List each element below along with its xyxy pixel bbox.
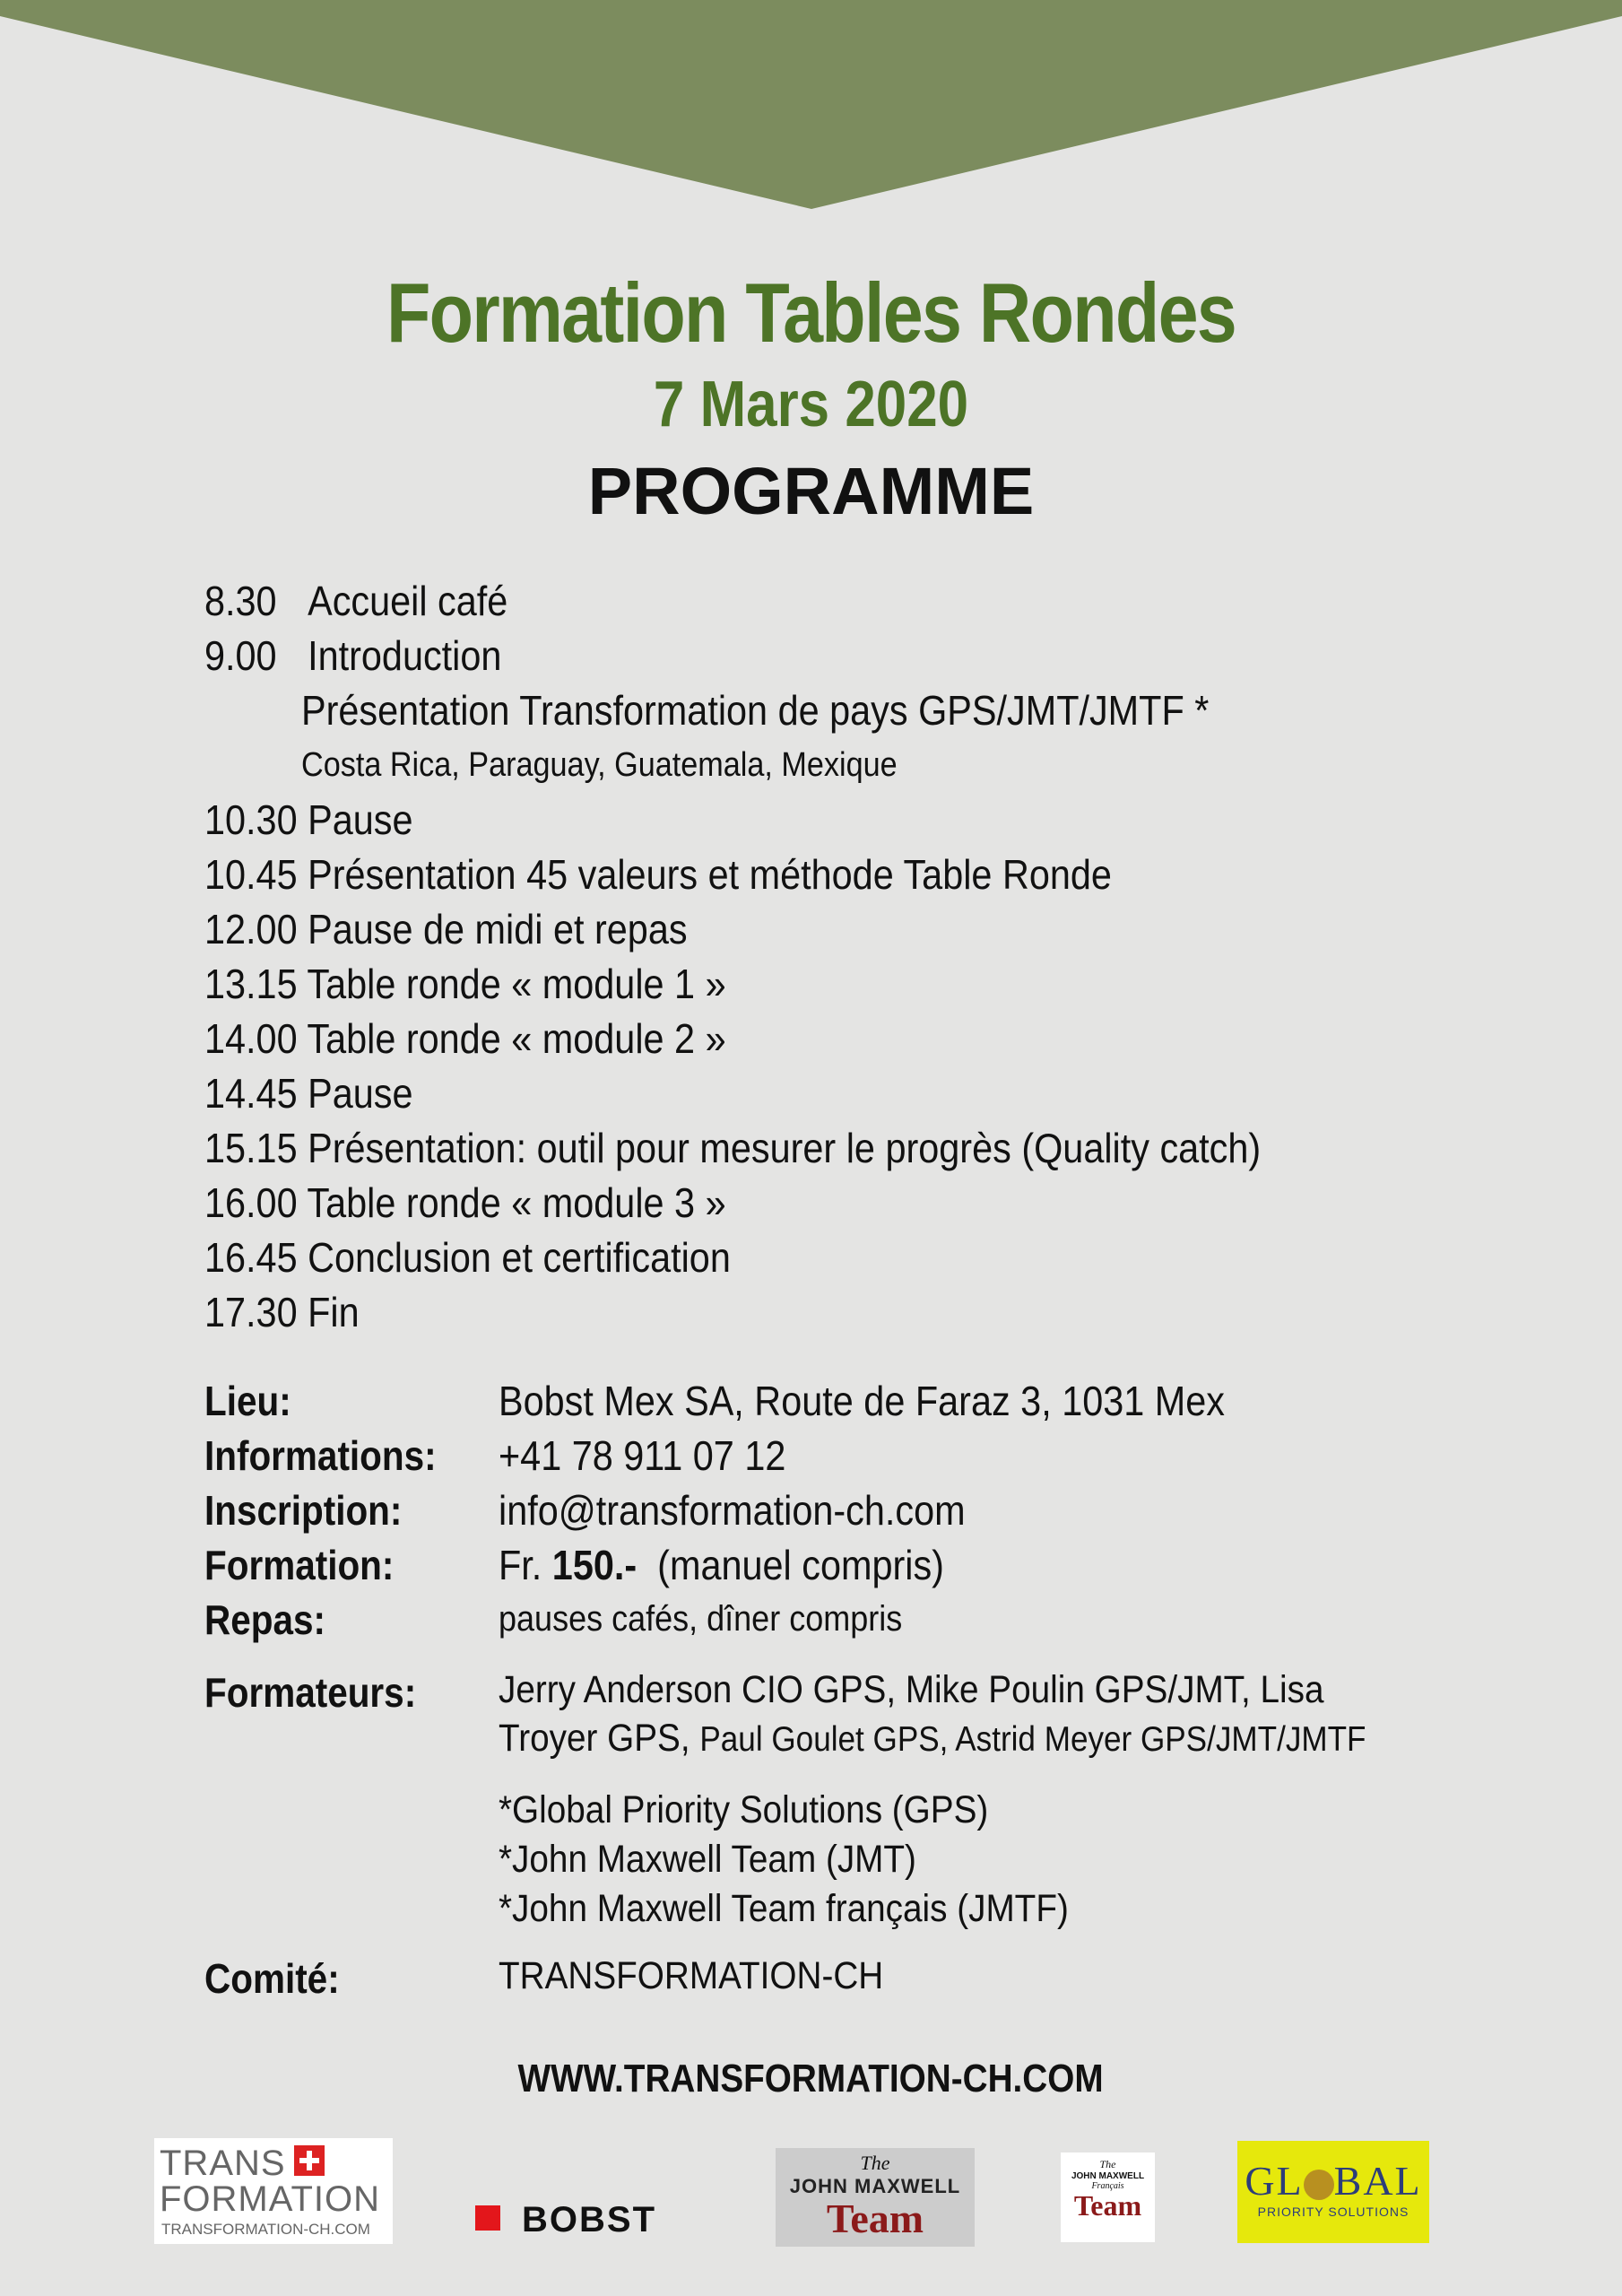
globe-icon <box>1304 2170 1334 2200</box>
event-title: Formation Tables Rondes <box>386 265 1236 360</box>
info-value: Troyer GPS, Paul Goulet GPS, Astrid Meyer GPS/JMT/JMTF <box>499 1717 1366 1760</box>
global-priority-solutions-logo: GL BAL PRIORITY SOLUTIONS <box>1237 2141 1429 2243</box>
schedule-item: 12.00 Pause de midi et repas <box>204 906 688 952</box>
programme-heading: PROGRAMME <box>587 454 1035 528</box>
header-banner <box>0 0 1622 209</box>
schedule-item: 10.45 Présentation 45 valeurs et méthode Table Ronde <box>204 851 1112 898</box>
event-date: 7 Mars 2020 <box>653 369 969 440</box>
info-label: Informations: <box>204 1432 437 1479</box>
schedule-list <box>204 574 1378 1340</box>
info-label: Formation: <box>204 1542 395 1588</box>
schedule-item: 9.00 Introduction <box>204 632 502 679</box>
info-value: Fr. 150.- (manuel compris) <box>499 1542 944 1588</box>
info-value: Jerry Anderson CIO GPS, Mike Poulin GPS/JMT, Lisa <box>499 1668 1324 1711</box>
info-label: Repas: <box>204 1596 325 1643</box>
price: 150.- <box>551 1542 638 1588</box>
transformation-logo: TRANS FORMATION TRANSFORMATION-CH.COM <box>154 2138 393 2244</box>
schedule-item: 15.15 Présentation: outil pour mesurer le progrès (Quality catch) <box>204 1125 1262 1171</box>
swiss-cross-icon <box>294 2145 325 2176</box>
schedule-item: 16.00 Table ronde « module 3 » <box>204 1179 726 1226</box>
schedule-item: 14.00 Table ronde « module 2 » <box>204 1015 726 1062</box>
info-label: Inscription: <box>204 1487 403 1534</box>
john-maxwell-team-logo: The JOHN MAXWELL Team <box>776 2148 975 2247</box>
info-value: TRANSFORMATION-CH <box>499 1954 884 1997</box>
phone-number[interactable]: +41 78 911 07 12 <box>499 1432 786 1479</box>
bobst-square-icon <box>475 2205 500 2231</box>
schedule-item: 13.15 Table ronde « module 1 » <box>204 961 726 1007</box>
bobst-logo: BOBST <box>475 2200 699 2236</box>
schedule-item: 17.30 Fin <box>204 1289 360 1335</box>
schedule-item: 14.45 Pause <box>204 1070 413 1117</box>
info-value: pauses cafés, dîner compris <box>499 1599 903 1639</box>
info-label: Formateurs: <box>204 1669 417 1716</box>
info-value: Bobst Mex SA, Route de Faraz 3, 1031 Mex <box>499 1378 1226 1424</box>
schedule-item: 10.30 Pause <box>204 796 413 843</box>
website-link[interactable]: WWW.TRANSFORMATION-CH.COM <box>517 2057 1105 2100</box>
schedule-item: 8.30 Accueil café <box>204 578 508 624</box>
email-link[interactable]: info@transformation-ch.com <box>499 1487 966 1534</box>
schedule-item: 16.45 Conclusion et certification <box>204 1234 731 1281</box>
info-label: Comité: <box>204 1955 340 2002</box>
john-maxwell-team-francais-logo: The JOHN MAXWELL Français Team <box>1061 2152 1155 2242</box>
info-label: Lieu: <box>204 1378 291 1424</box>
schedule-item: Présentation Transformation de pays GPS/JMT/JMTF * <box>301 687 1210 734</box>
schedule-item: Costa Rica, Paraguay, Guatemala, Mexique <box>301 746 898 784</box>
